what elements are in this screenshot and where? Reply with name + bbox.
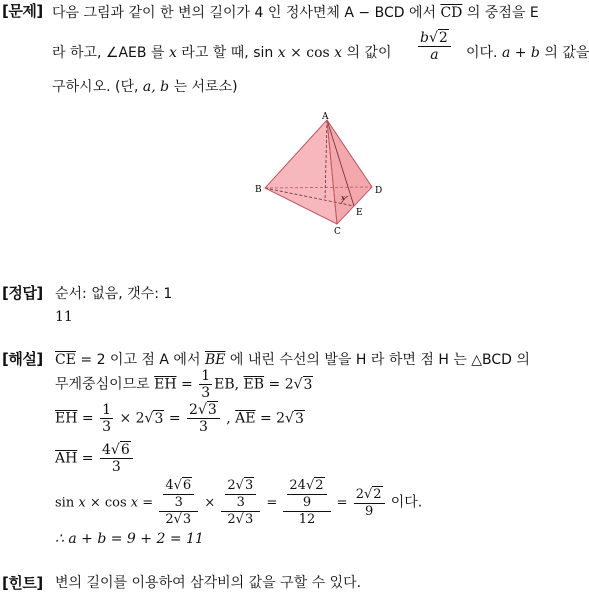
problem-line-2-end: 이다. a + b 의 값을 xyxy=(466,45,589,61)
answer-line-1: 순서: 없음, 갯수: 1 xyxy=(55,286,173,302)
angle-x-label: x xyxy=(341,194,345,202)
vertex-d-label: D xyxy=(375,186,383,196)
compound-fraction-3: $\frac{\frac{24√2}{9}}{12}$ xyxy=(283,478,330,528)
solution-line-6: ∴ a + b = 9 + 2 = 11 xyxy=(55,531,204,547)
vertex-c-label: C xyxy=(334,227,341,235)
face-abc xyxy=(265,120,337,224)
problem-fraction: $\frac{b√2}{a}$ xyxy=(416,30,453,63)
solution-line-5: sin x × cos x = $\frac{\frac{4√6}{3}}{2√3}$ × $\frac{\frac{2√3}{3}}{2√3}$ = $\frac{\frac{24√2}{9}}{12}$ = $\frac{2√2}{9}$ 이다. xyxy=(55,478,423,527)
solution-line-1: $\overline{CE} = 2$ 이고 점 A 에서 $\overline{BE}$ 에 내린 수선의 발을 H 라 하면 점 H 는 △BCD 의 xyxy=(55,352,530,368)
answer-value: 11 xyxy=(55,309,73,325)
segment-cd: $\overline{CD}$ xyxy=(440,5,463,21)
problem-line-3: 구하시오. (단, a, b 는 서로소) xyxy=(52,79,238,95)
solution-line-3: $\overline{EH}$ = $\frac{1}{3}$ × 2√3 = $\frac{2√3}{3}$ , $\overline{AE} = 2√3$ xyxy=(55,402,304,435)
tetrahedron-figure xyxy=(255,110,390,235)
answer-label: [정답] xyxy=(2,284,43,302)
solution-line-4: $\overline{AH}$ = $\frac{4√6}{3}$ xyxy=(55,442,135,475)
problem-label: [문제] xyxy=(2,2,43,20)
compound-fraction-1: $\frac{\frac{4√6}{3}}{2√3}$ xyxy=(159,478,198,528)
compound-fraction-2: $\frac{\frac{2√3}{3}}{2√3}$ xyxy=(221,478,260,528)
solution-label: [해설] xyxy=(2,350,43,368)
problem-line-1: 다음 그림과 같이 한 변의 길이가 4 인 정사면체 A − BCD 에서 $\overline{CD}$ 의 중점을 E xyxy=(52,5,539,21)
solution-line-2: 무게중심이므로 $\overline{EH}$ = $\frac{1}{3}$ EB, $\overline{EB} = 2√3$ xyxy=(55,368,313,401)
hint-text: 변의 길이를 이용하여 삼각비의 값을 구할 수 있다. xyxy=(55,575,362,591)
vertex-b-label: B xyxy=(255,185,262,195)
hint-label: [힌트] xyxy=(2,574,43,592)
problem-line-2: 라 하고, ∠AEB 를 x 라고 할 때, sin x × cos x 의 값이 xyxy=(52,45,392,61)
vertex-e-label: E xyxy=(356,208,363,218)
vertex-a-label: A xyxy=(322,112,329,122)
